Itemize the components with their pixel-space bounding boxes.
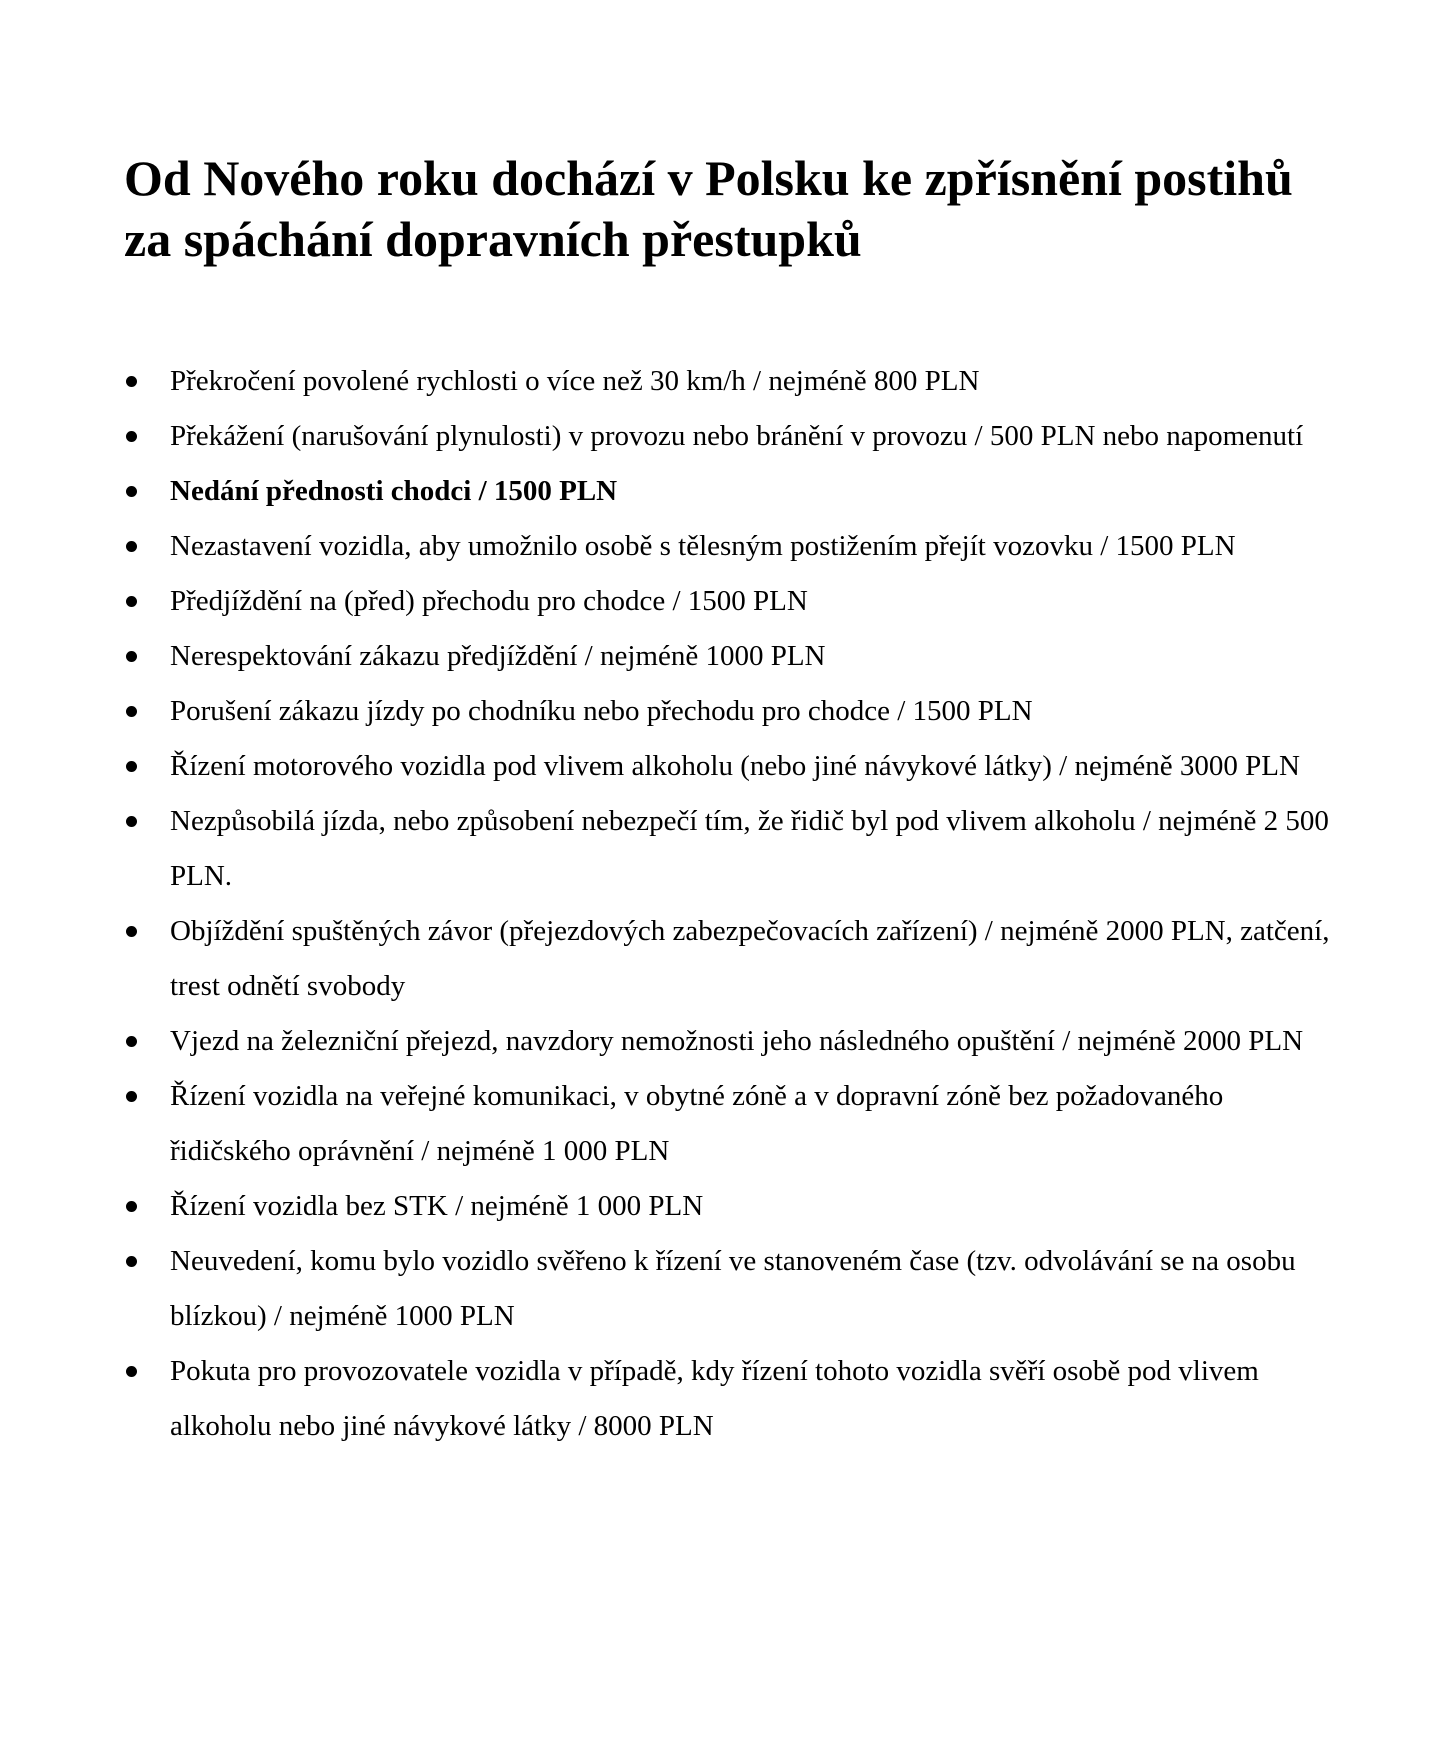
- list-item-text: Řízení vozidla bez STK / nejméně 1 000 PLN: [170, 1190, 704, 1222]
- list-item: [0, 354, 1450, 409]
- list-item: [0, 1234, 1450, 1344]
- bullet-icon: [126, 376, 137, 387]
- list-item: [0, 464, 1450, 519]
- list-item-text: Pokuta pro provozovatele vozidla v případě, kdy řízení tohoto vozidla svěří osobě pod vlivem alkoholu nebo jiné návykové látky / 8000 PLN: [170, 1355, 1259, 1442]
- list-item-text: Řízení vozidla na veřejné komunikaci, v obytné zóně a v dopravní zóně bez požadovaného řidičského oprávnění / nejméně 1 000 PLN: [170, 1080, 1224, 1167]
- list-item-text: Překročení povolené rychlosti o více než 30 km/h / nejméně 800 PLN: [170, 365, 980, 397]
- list-item: [0, 519, 1450, 574]
- bullet-icon: [126, 706, 137, 717]
- list-item: [0, 1014, 1450, 1069]
- list-item-text: Překážení (narušování plynulosti) v provozu nebo bránění v provozu / 500 PLN nebo napomenutí: [170, 420, 1304, 452]
- list-item: [0, 739, 1450, 794]
- list-item: [0, 684, 1450, 739]
- list-item: [0, 574, 1450, 629]
- bullet-icon: [126, 816, 137, 827]
- list-item: [0, 1344, 1450, 1454]
- bullet-icon: [126, 541, 137, 552]
- list-item: [0, 904, 1450, 1014]
- bullet-icon: [126, 486, 137, 497]
- bullet-icon: [126, 761, 137, 772]
- bullet-icon: [126, 431, 137, 442]
- list-item: [0, 1179, 1450, 1234]
- list-item: [0, 1069, 1450, 1179]
- list-item: [0, 409, 1450, 464]
- list-item-text: Řízení motorového vozidla pod vlivem alkoholu (nebo jiné návykové látky) / nejméně 3000 PLN: [170, 750, 1300, 782]
- list-item-text: Nezastavení vozidla, aby umožnilo osobě s tělesným postižením přejít vozovku / 1500 PLN: [170, 530, 1236, 562]
- bullet-icon: [126, 1036, 137, 1047]
- list-item: [0, 794, 1450, 904]
- list-item-text: Neuvedení, komu bylo vozidlo svěřeno k řízení ve stanoveném čase (tzv. odvolávání se na osobu blízkou) / nejméně 1000 PLN: [170, 1245, 1296, 1332]
- bullet-icon: [126, 651, 137, 662]
- bullet-icon: [126, 1091, 137, 1102]
- document-title: Od Nového roku dochází v Polsku ke zpřísnění postihů za spáchání dopravních přestupků: [124, 150, 1293, 267]
- bullet-icon: [126, 1256, 137, 1267]
- list-item-text: Nedání přednosti chodci / 1500 PLN: [170, 475, 618, 507]
- list-item-text: Porušení zákazu jízdy po chodníku nebo přechodu pro chodce / 1500 PLN: [170, 695, 1033, 727]
- list-item-text: Objíždění spuštěných závor (přejezdových zabezpečovacích zařízení) / nejméně 2000 PLN, zatčení, trest odnětí svobody: [170, 915, 1330, 1002]
- penalty-list: [0, 354, 1450, 1454]
- list-item-text: Nezpůsobilá jízda, nebo způsobení nebezpečí tím, že řidič byl pod vlivem alkoholu / nejméně 2 500 PLN.: [170, 805, 1329, 892]
- list-item: [0, 629, 1450, 684]
- list-item-text: Vjezd na železniční přejezd, navzdory nemožnosti jeho následného opuštění / nejméně 2000 PLN: [170, 1025, 1304, 1057]
- bullet-icon: [126, 596, 137, 607]
- bullet-icon: [126, 1366, 137, 1377]
- list-item-text: Předjíždění na (před) přechodu pro chodce / 1500 PLN: [170, 585, 808, 617]
- list-item-text: Nerespektování zákazu předjíždění / nejméně 1000 PLN: [170, 640, 826, 672]
- bullet-icon: [126, 1201, 137, 1212]
- bullet-icon: [126, 926, 137, 937]
